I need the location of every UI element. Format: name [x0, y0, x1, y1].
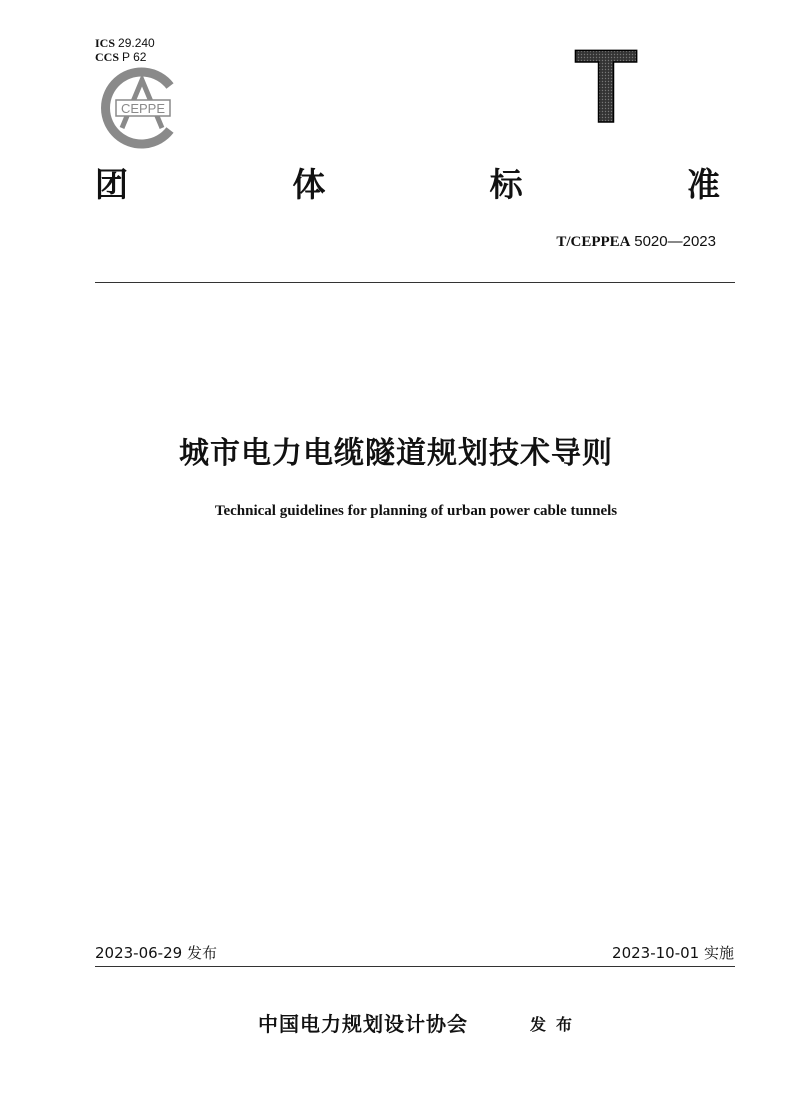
implementation-date: 2023-10-01 实施	[612, 944, 734, 962]
category-letter: T	[574, 44, 638, 128]
publish-label: 发布	[530, 1015, 583, 1034]
standard-type-char: 团	[95, 164, 128, 204]
standard-number-value: 5020—2023	[634, 233, 716, 250]
standard-type-char: 准	[686, 164, 720, 204]
document-title-english: Technical guidelines for planning of urban power cable tunnels	[214, 503, 618, 519]
ccs-value: P 62	[122, 50, 147, 64]
ics-value: 29.240	[118, 36, 155, 50]
ics-label: ICS	[95, 36, 116, 50]
publisher-name: 中国电力规划设计协会	[258, 1012, 468, 1036]
ccs-label: CCS	[95, 50, 120, 64]
ccs-code	[95, 50, 155, 64]
issue-date: 2023-06-29 发布	[95, 944, 217, 962]
standard-type-char: 标	[489, 164, 523, 204]
standard-type-char: 体	[292, 164, 326, 204]
standard-type-heading	[95, 158, 720, 206]
standard-number	[556, 233, 716, 251]
top-divider	[95, 282, 735, 283]
bottom-divider	[95, 966, 735, 967]
standard-category-mark	[574, 44, 638, 128]
ics-code	[95, 36, 155, 50]
classification-codes	[95, 36, 155, 64]
standard-number-prefix: T/CEPPEA	[556, 234, 631, 250]
association-logo	[100, 66, 184, 150]
logo-text: CEPPE	[120, 101, 166, 116]
document-title-chinese: 城市电力电缆隧道规划技术导则	[179, 436, 613, 471]
